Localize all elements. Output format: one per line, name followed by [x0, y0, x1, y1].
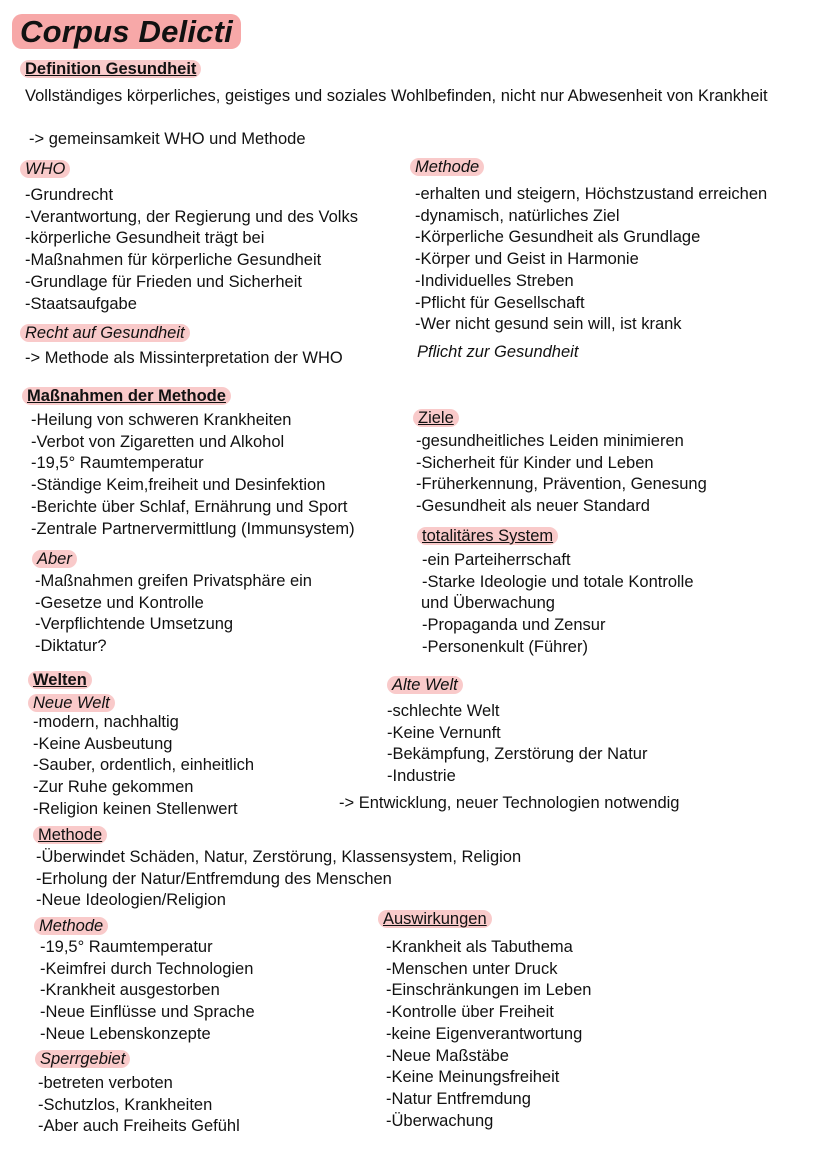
- list-item: -Zur Ruhe gekommen: [33, 778, 194, 797]
- list-item: -Starke Ideologie und totale Kontrolle: [422, 572, 694, 591]
- list-item: -Früherkennung, Prävention, Genesung: [416, 475, 707, 494]
- list-item: -Wer nicht gesund sein will, ist krank: [415, 315, 682, 334]
- list-item: -Personenkult (Führer): [422, 637, 588, 656]
- list-item: -Gesundheit als neuer Standard: [416, 497, 650, 516]
- list-item: -Berichte über Schlaf, Ernährung und Sport: [31, 497, 348, 516]
- who-sub-heading: [25, 324, 190, 343]
- who-list: [25, 185, 358, 315]
- list-item: -modern, nachhaltig: [33, 713, 179, 731]
- list-item: -Pflicht für Gesellschaft: [415, 293, 585, 312]
- methode-sub-heading: Pflicht zur Gesundheit: [417, 343, 579, 361]
- sperrgebiet-heading: [40, 1050, 130, 1069]
- list-item: -Sicherheit für Kinder und Leben: [416, 453, 654, 472]
- list-item: -Individuelles Streben: [415, 271, 574, 290]
- list-item: -19,5° Raumtemperatur: [31, 454, 204, 473]
- who-sub-heading-text: Recht auf Gesundheit: [20, 324, 190, 342]
- list-item: -Ständige Keim,freiheit und Desinfektion: [31, 476, 326, 495]
- list-item: -Körper und Geist in Harmonie: [415, 250, 639, 269]
- list-item: -Staatsaufgabe: [25, 294, 137, 313]
- list-item: -Propaganda und Zensur: [422, 616, 606, 635]
- alte-welt-heading-text: Alte Welt: [387, 676, 463, 694]
- ziele-heading-text: Ziele: [413, 409, 459, 427]
- list-item: -Grundrecht: [25, 186, 114, 204]
- welten-note: -> Entwicklung, neuer Technologien notwendig: [339, 794, 680, 812]
- list-item: -Gesetze und Kontrolle: [35, 593, 204, 612]
- list-item: -Heilung von schweren Krankheiten: [31, 411, 292, 429]
- neue-welt-heading-text: Neue Welt: [28, 694, 115, 712]
- list-item: -betreten verboten: [38, 1074, 173, 1092]
- definition-heading-text: Definition Gesundheit: [20, 60, 201, 78]
- list-item: -Aber auch Freiheits Gefühl: [38, 1117, 240, 1136]
- list-item: -schlechte Welt: [387, 702, 500, 720]
- alte-welt-heading: [392, 676, 463, 695]
- totalitaer-heading: [422, 527, 558, 546]
- list-item: -Industrie: [387, 767, 456, 786]
- list-item: -Keimfrei durch Technologien: [40, 959, 254, 978]
- neue-welt-heading: [33, 694, 115, 713]
- page-title-text: Corpus Delicti: [12, 14, 241, 49]
- list-item: -Maßnahmen für körperliche Gesundheit: [25, 251, 322, 270]
- list-item: -erhalten und steigern, Höchstzustand erreichen: [415, 185, 768, 203]
- methode3-heading: [39, 917, 108, 936]
- sperrgebiet-list: [38, 1073, 240, 1138]
- methode-heading-text: Methode: [410, 158, 484, 176]
- ziele-list: [416, 431, 707, 518]
- list-item: -Keine Ausbeutung: [33, 734, 173, 753]
- alte-welt-list: [387, 701, 647, 788]
- list-item: und Überwachung: [421, 594, 555, 613]
- welten-heading-text: Welten: [28, 671, 92, 689]
- list-item: -Schutzlos, Krankheiten: [38, 1095, 213, 1114]
- list-item: -Keine Meinungsfreiheit: [386, 1068, 560, 1087]
- who-note: -> Methode als Missinterpretation der WHO: [25, 349, 343, 367]
- totalitaer-heading-text: totalitäres System: [417, 527, 558, 545]
- list-item: -Überwindet Schäden, Natur, Zerstörung, Klassensystem, Religion: [36, 848, 522, 866]
- list-item: -Maßnahmen greifen Privatsphäre ein: [35, 572, 312, 590]
- list-item: -Sauber, ordentlich, einheitlich: [33, 756, 255, 775]
- list-item: -Bekämpfung, Zerstörung der Natur: [387, 745, 648, 764]
- massnahmen-heading: [27, 387, 231, 406]
- totalitaer-list: [422, 550, 694, 659]
- list-item: -Überwachung: [386, 1111, 494, 1130]
- list-item: -Neue Ideologien/Religion: [36, 891, 226, 910]
- auswirkungen-heading: [383, 910, 492, 929]
- ziele-heading: [418, 409, 459, 428]
- list-item: -keine Eigenverantwortung: [386, 1024, 583, 1043]
- methode2-heading: [38, 826, 107, 845]
- definition-note: -> gemeinsamkeit WHO und Methode: [29, 130, 306, 148]
- list-item: -Verpflichtende Umsetzung: [35, 615, 234, 634]
- massnahmen-heading-text: Maßnahmen der Methode: [22, 387, 231, 405]
- list-item: -ein Parteiherrschaft: [422, 551, 571, 569]
- auswirkungen-heading-text: Auswirkungen: [378, 910, 492, 928]
- list-item: -Diktatur?: [35, 637, 107, 656]
- list-item: -Einschränkungen im Leben: [386, 981, 592, 1000]
- welten-heading: [33, 671, 92, 690]
- methode3-heading-text: Methode: [34, 917, 108, 935]
- aber-list: [35, 571, 312, 658]
- neue-welt-list: [33, 712, 254, 821]
- methode3-list: [40, 937, 255, 1046]
- list-item: -Grundlage für Frieden und Sicherheit: [25, 272, 302, 291]
- list-item: -Zentrale Partnervermittlung (Immunsystem): [31, 519, 355, 538]
- list-item: -Menschen unter Druck: [386, 959, 558, 978]
- list-item: -Kontrolle über Freiheit: [386, 1003, 554, 1022]
- methode-heading: [415, 158, 484, 177]
- definition-heading: [25, 60, 201, 79]
- list-item: -Natur Entfremdung: [386, 1089, 531, 1108]
- who-heading-text: WHO: [20, 160, 70, 178]
- list-item: -gesundheitliches Leiden minimieren: [416, 432, 684, 450]
- list-item: -Krankheit als Tabuthema: [386, 938, 573, 956]
- list-item: -Verantwortung, der Regierung und des Volks: [25, 207, 358, 226]
- methode-list: [415, 184, 767, 336]
- list-item: -Religion keinen Stellenwert: [33, 799, 238, 818]
- list-item: -Körperliche Gesundheit als Grundlage: [415, 228, 701, 247]
- massnahmen-list: [31, 410, 355, 540]
- list-item: -Erholung der Natur/Entfremdung des Menschen: [36, 869, 392, 888]
- who-heading: [25, 160, 70, 179]
- list-item: -Neue Maßstäbe: [386, 1046, 509, 1065]
- list-item: -Keine Vernunft: [387, 723, 501, 742]
- list-item: -Krankheit ausgestorben: [40, 981, 220, 1000]
- aber-heading-text: Aber: [32, 550, 77, 568]
- list-item: -19,5° Raumtemperatur: [40, 938, 213, 956]
- methode2-list: [36, 847, 521, 912]
- page-title: [20, 14, 241, 50]
- sperrgebiet-heading-text: Sperrgebiet: [35, 1050, 130, 1068]
- definition-text: Vollständiges körperliches, geistiges und soziales Wohlbefinden, nicht nur Abwesenheit von Krankheit: [25, 87, 768, 105]
- list-item: -dynamisch, natürliches Ziel: [415, 206, 620, 225]
- list-item: -Neue Lebenskonzepte: [40, 1024, 211, 1043]
- list-item: -Verbot von Zigaretten und Alkohol: [31, 432, 285, 451]
- list-item: -Neue Einflüsse und Sprache: [40, 1003, 255, 1022]
- aber-heading: [37, 550, 77, 569]
- list-item: -körperliche Gesundheit trägt bei: [25, 229, 265, 248]
- auswirkungen-list: [386, 937, 591, 1132]
- methode2-heading-text: Methode: [33, 826, 107, 844]
